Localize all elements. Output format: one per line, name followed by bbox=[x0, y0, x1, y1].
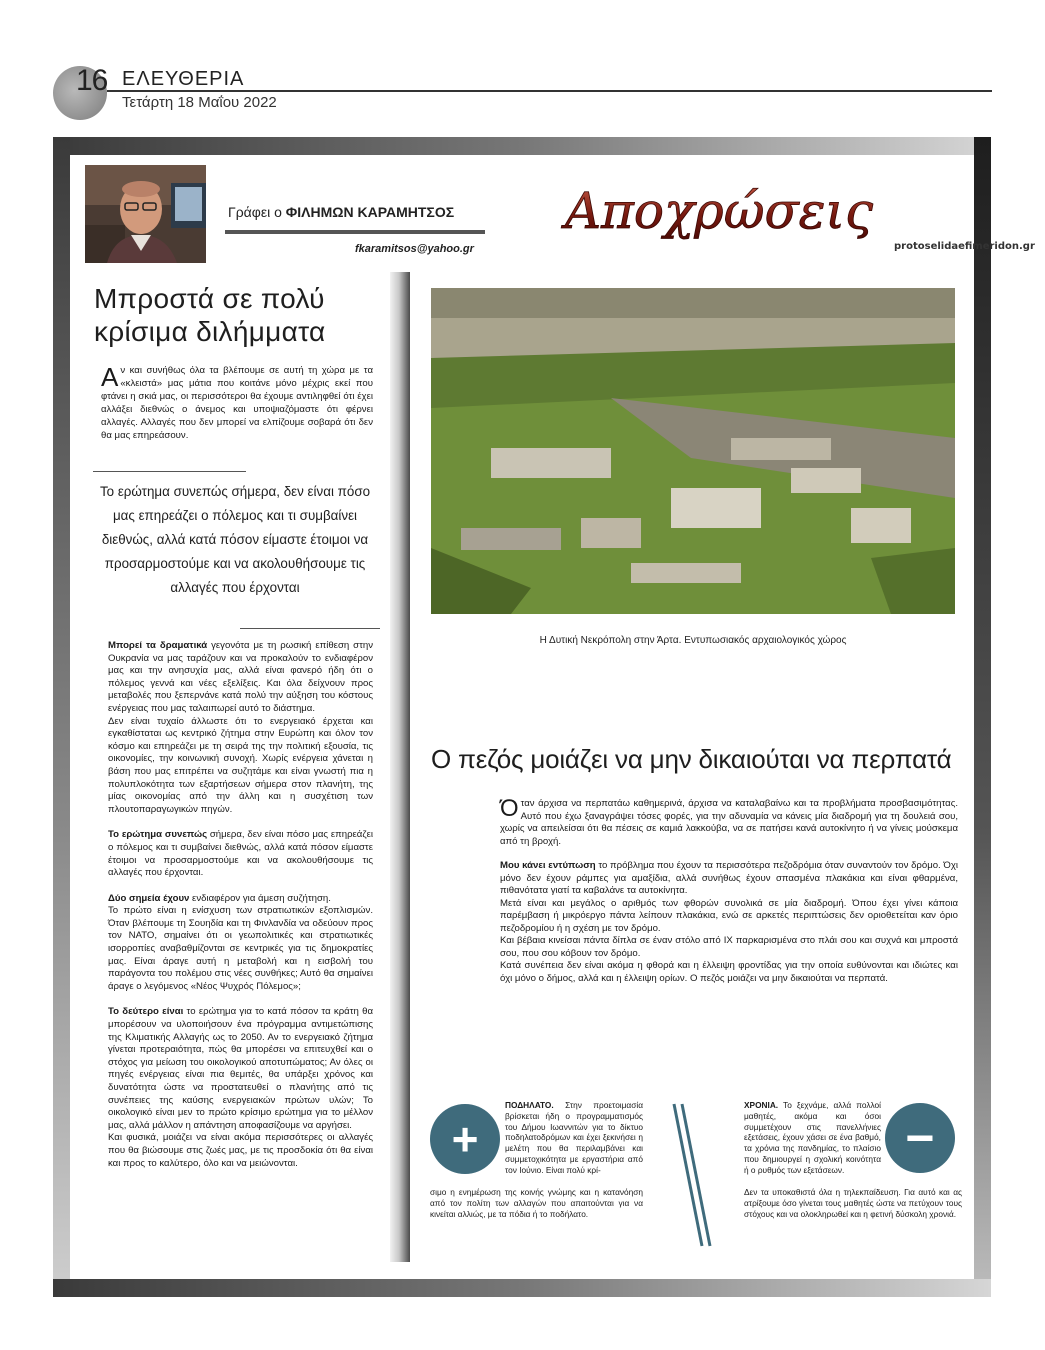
paragraph bbox=[500, 898, 958, 936]
paragraph-lead: Μπορεί τα δραματικά bbox=[108, 640, 208, 651]
plus-note-continued: σιμο η ενημέρωση της κοινής γνώμης και η κατανόηση από τον πολίτη των αλλαγών που απαιτούνται για να κινείται αλλιώς, με τα πόδια ή το ποδήλατο. bbox=[430, 1187, 643, 1219]
paragraph-text: το πρόβλημα που έχουν τα περισσότερα πεζοδρόμια όταν συναντούν τον δρόμο. Όχι μόνο δεν έχουν ράμπες για αμαξίδια, αλλά συνήθως έχουν σπασμένα πλακάκια και είναι φθαρμένα, πιθανότατα γιατί τα καβαλάνε τα αυτοκίνητα. bbox=[500, 860, 959, 896]
paragraph-lead: Δύο σημεία έχουν bbox=[108, 892, 190, 904]
paragraph-text: Το πρώτο είναι η ενίσχυση των στρατιωτικών εξοπλισμών. Όταν βλέπουμε τη Σουηδία και τη Φινλανδία να οδεύουν προς τον ΝΑΤΟ, σημαίνει ότι οι γεωπολιτικές και στρατιωτικές ισορροπίες αναβαθμίζονται σε κεντρικές για τις δημοκρατίες μας. Είναι άραγε αυτή η μεταβολή και η εισβολή του παράγοντα του πολέμου στις νέες συνθήκες; Αυτό θα σημαίνει άραγε ο λεγόμενος «Νέος Ψυχρός Πόλεμος»; bbox=[108, 905, 373, 992]
plus-label: ΠΟΔΗΛΑΤΟ. bbox=[505, 1100, 554, 1110]
paragraph-text: Και βέβαια κινείσαι πάντα δίπλα σε έναν στόλο από ΙΧ παρκαρισμένα στο πλάι σου και συχνά και μπροστά σου, που σου κόβουν τον δρόμο. bbox=[500, 935, 958, 959]
pullquote-rule-bottom bbox=[240, 628, 380, 629]
paragraph-text: σήμερα, δεν είναι πόσο μας επηρεάζει ο πόλεμος και τι συμβαίνει διεθνώς, αλλά κατά πόσον είμαστε έτοιμοι να προσαρμοστούμε και να ακολουθήσουμε τις αλλαγές που έρχονται. bbox=[108, 829, 373, 879]
frame-left-bar bbox=[53, 137, 70, 1297]
paragraph-lead: Το δεύτερο είναι bbox=[108, 1006, 184, 1018]
paragraph-text: Κατά συνέπεια δεν είναι ακόμα η φθορά και η έλλειψη φροντίδας για την οποία ευθύνονται και ιδιώτες και όχι μόνο ο δήμος, αλλά και η έλλειψη ορίων. Ο πεζός μοιάζει να μην δικαιούται να περπατά. bbox=[500, 960, 958, 984]
paragraph-text: Μετά είναι και μεγάλος ο αριθμός των φθορών συνολικά σε μία διαδρομή. Όπου έχει γίνει κάποια παρέμβαση ή μικρόεργο πάντα λείπουν πλακάκια, ενώ σε αρκετές περιπτώσεις δεν οριοθετείται καν όριο πεζοδρομίου ή η σχέση με τον δρόμο. bbox=[500, 897, 958, 934]
right-article-body bbox=[500, 795, 959, 985]
column-divider bbox=[390, 272, 410, 1262]
plus-note bbox=[505, 1100, 643, 1176]
author-byline bbox=[228, 204, 454, 220]
byline-rule bbox=[225, 230, 485, 234]
paragraph bbox=[500, 960, 958, 985]
paragraph bbox=[108, 640, 373, 716]
plus-text-a: Στην προετοιμασία βρίσκεται ήδη ο προγραμματισμός του Δήμου Ιωαννιτών για το δίκτυο ποδηλατοδρόμων και έχει ξεκινήσει η μελέτη που θα περιλαμβάνει και συμμετοχικότητα με εργαστήρια από τον Ιούνιο. Είναι πολύ κρί- bbox=[505, 1100, 643, 1175]
source-watermark: protoselidaefimeridon.gr bbox=[894, 241, 1035, 252]
minus-note bbox=[744, 1100, 881, 1176]
paragraph bbox=[108, 1132, 373, 1170]
paragraph bbox=[500, 935, 958, 960]
right-article-dropcap: Ό bbox=[500, 795, 519, 822]
plus-icon: + bbox=[430, 1104, 500, 1174]
left-article-body bbox=[108, 640, 373, 1170]
left-article-title: Μπροστά σε πολύ κρίσιμα διλήμματα bbox=[94, 283, 326, 347]
column-title: Αποχρώσεις bbox=[564, 182, 874, 240]
frame-right-bar bbox=[974, 137, 991, 1297]
minus-text-a: Το ξεχνάμε, αλλά πολλοί μαθητές, ακόμα και όσοι συμμετέχουν στις πανελλήνιες εξετάσεις, έχουν χάσει σε ένα βαθμό, τα χρόνια της πανδημίας, το πλαίσιο που δημιουργεί η σχολική κοινότητα ή ο ρυθμός των εξετάσεων. bbox=[744, 1100, 881, 1175]
paragraph bbox=[108, 716, 373, 817]
frame-bottom-bar bbox=[53, 1279, 991, 1297]
paragraph-lead: Μου κάνει εντύπωση bbox=[500, 860, 596, 871]
newspaper-name: ΕΛΕΥΘΕΡΙΑ bbox=[122, 68, 245, 90]
column-title-logo bbox=[524, 176, 914, 248]
paragraph-lead: Το ερώτημα συνεπώς bbox=[108, 829, 208, 841]
paragraph-text: ταν άρχισα να περπατάω καθημερινά, άρχισα να καταλαβαίνω και τα προβλήματα προσβασιμότητας. Αυτό που έχω ξαναγράψει τόσες φορές, για την αδυναμία να κάνεις μία διαδρομή για τη δουλειά σου, χωρίς να απειλείσαι ότι θα πέσεις σε καμιά λακκούβα, να σε πατήσει κανά αυτοκίνητο ή να γίνεις μούσκεμα από τη βροχή. bbox=[500, 798, 958, 847]
paragraph bbox=[500, 860, 958, 898]
paragraph-text: Και φυσικά, μοιάζει να είναι ακόμα περισσότερες οι αλλαγές που θα βιώσουμε στις ζωές μας, με τις προσδοκία ότι θα είναι και προς το καλύτερο, όλο και να μειώνονται. bbox=[108, 1132, 373, 1169]
paragraph bbox=[108, 829, 373, 879]
separator-slashes bbox=[660, 1100, 720, 1250]
pullquote: Το ερώτημα συνεπώς σήμερα, δεν είναι πόσο μας επηρεάζει ο πόλεμος και τι συμβαίνει διεθνώς, αλλά κατά πόσον είμαστε έτοιμοι να προσαρμοστούμε και να ακολουθήσουμε τις αλλαγές που έρχονται bbox=[99, 484, 371, 595]
right-article-title: Ο πεζός μοιάζει να μην δικαιούται να περπατά bbox=[431, 744, 952, 774]
author-photo bbox=[85, 165, 206, 263]
paragraph bbox=[500, 795, 958, 848]
left-article-lead-text: ν και συνήθως όλα τα βλέπουμε σε αυτή τη χώρα με τα «κλειστά» μας μάτια που κοιτάνε μόνο μέχρις εκεί που φτάνει η σκιά μας, οι περισσότεροι θα έχουμε αντιληφθεί ότι έχει αλλάξει διεθνώς ο άνεμος και υποψιαζόμαστε ότι φέρνει αλλαγές. Αλλαγές που δεν μπορεί να ελπίζουμε σοβαρά ότι δεν θα μας επηρεάσουν. bbox=[101, 365, 373, 441]
paragraph bbox=[108, 905, 373, 993]
left-article-dropcap: Α bbox=[101, 362, 119, 392]
page-number: 16 bbox=[76, 64, 108, 97]
paragraph-text: γεγονότα με τη ρωσική επίθεση στην Ουκρανία να μας ταράζουν και να προκαλούν το ενδιαφέρον μας και την ανησυχία μας, αλλά είναι φανερό ήδη ότι ο πόλεμος γεννά και νέες εξελίξεις. Και όλα δείχνουν προς μεταβολές που ξεπερνάνε κατά πολύ την αύξηση του κόστους ενέργειας που μας ταλαιπωρεί αυτό το διάστημα. bbox=[108, 640, 373, 714]
minus-icon: − bbox=[885, 1103, 955, 1173]
paragraph-text: Δεν είναι τυχαίο άλλωστε ότι το ενεργειακό έρχεται και εγκαθίσταται ως κεντρικό ζήτημα στην Ευρώπη και όλον τον κόσμο και επηρεάζει με τη σειρά της την πολιτική εξουσία, τις οικονομίες, την κοινωνική συνοχή. Χωρίς ενέργεια χάνεται η βάση που μας επιτρέπει να συζητάμε και είναι γνωστή πια η πολυπλοκότητα των εξαρτήσεων σήμερα στον πλανήτη, της μίας οικονομίας από την άλλη και η συσχέτιση των πλουτοπαραγωγικών πηγών. bbox=[108, 715, 373, 815]
paragraph-text: ενδιαφέρον για άμεση συζήτηση. bbox=[189, 892, 331, 904]
article-photo bbox=[431, 288, 955, 614]
paragraph bbox=[108, 1006, 373, 1132]
author-name: ΦΙΛΗΜΩΝ ΚΑΡΑΜΗΤΣΟΣ bbox=[285, 204, 455, 220]
author-email[interactable]: fkaramitsos@yahoo.gr bbox=[355, 243, 474, 255]
paragraph-text: το ερώτημα για το κατά πόσον τα κράτη θα μπορέσουν να υλοποιήσουν ένα πρόγραμμα αντιμετώπισης της Κλιματικής Αλλαγής ως το 2050. Αν το ενεργειακό ζήτημα γίνεται προτεραιότητα, πώς θα μπορέσει να επιτευχθεί και ο στόχος για μείωση του οικολογικού αποτυπώματος; Αν όλες οι πηγές ενέργειας είναι πια θεμιτές, θα υπάρξει χρόνος και δυνατότητα ώστε να προστατευθεί ο πλανήτης από τις συνέπειες της καύσης ενεργειακών πρώτων υλών; Το οικολογικό είναι μεν το πρώτο κρίσιμο ερώτημα για το μέλλον μας, αλλά μάλλον η απάντηση αποφασίζουμε να αργήσει. bbox=[108, 1006, 373, 1131]
pullquote-rule-top bbox=[93, 471, 246, 472]
minus-note-continued: Δεν τα υποκαθιστά όλα η τηλεκπαίδευση. Για αυτό και ας ατρίξουμε όσο γίνεται τους μαθητές ώστε να πετύχουν τους στόχους και να ολοκληρωθεί και η φετινή δύσκολη χρονιά. bbox=[744, 1187, 962, 1219]
frame-top-bar bbox=[53, 137, 991, 155]
photo-caption: Η Δυτική Νεκρόπολη στην Άρτα. Εντυπωσιακός αρχαιολογικός χώρος bbox=[539, 635, 847, 646]
minus-label: ΧΡΟΝΙΑ. bbox=[744, 1100, 779, 1110]
byline-prefix: Γράφει ο bbox=[228, 204, 282, 220]
issue-date: Τετάρτη 18 Μαΐου 2022 bbox=[122, 94, 277, 111]
left-article-lead bbox=[101, 364, 373, 442]
paragraph bbox=[108, 893, 373, 906]
